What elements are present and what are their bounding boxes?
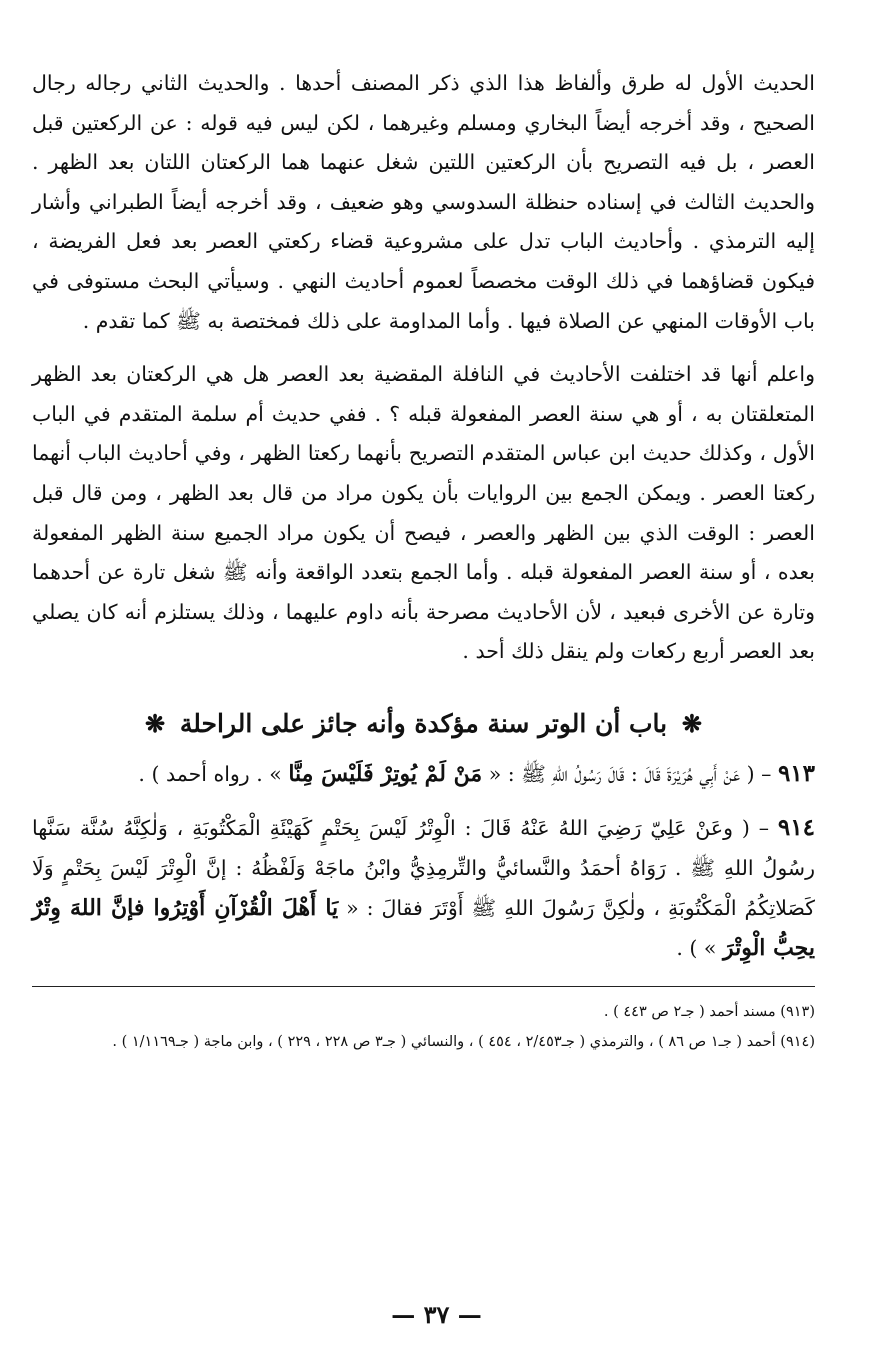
page-number: — ٣٧ —	[391, 1300, 482, 1329]
hadith-number: ٩١٣	[777, 759, 815, 787]
hadith-outro: » . رواه أحمد ) .	[138, 761, 289, 786]
commentary-paragraph-2: واعلم أنها قد اختلفت الأحاديث في النافلة المقضية بعد العصر هل هي الركعتان بعد الظهر المتعلقتان به ، أو هي سنة العصر المفعولة قبله ؟ . ففي حديث أم سلمة المتقدم في الباب الأول ، وكذلك حديث ابن عباس المتقدم التصريح بأنهما ركعتا الظهر ، وفي أحاديث الباب أنهما ركعتا العصر . ويمكن الجمع بين الروايات بأن يكون مراد من قال بعد الظهر ، ومن قال قبل العصر : الوقت الذي بين الظهر والعصر ، فيصح أن يكون مراد الجميع سنة الظهر المفعولة بعده ، أو سنة العصر المفعولة قبله . وأما الجمع بتعدد الواقعة وأنه ﷺ شغل تارة عن أحدهما وتارة عن الأخرى فبعيد ، لأن الأحاديث مصرحة بأنه داوم عليهما ، وذلك يستلزم أنه كان يصلي بعد العصر أربع ركعات ولم ينقل ذلك أحد .	[32, 362, 815, 664]
footnote-divider	[32, 986, 815, 987]
hadith-quote: مَنْ لَمْ يُوتِرْ فَلَيْسَ مِنَّا	[288, 760, 483, 787]
ornament-icon: ❋	[681, 708, 702, 738]
hadith-quote: يَا أَهْلَ الْقُرْآنِ أَوْتِرُوا فإنَّ اللهَ وِتْرٌ يحِبُّ الْوِتْرَ	[32, 894, 815, 961]
page-content	[32, 64, 815, 1372]
hadith-number: ٩١٤	[777, 813, 815, 841]
chapter-heading	[32, 706, 815, 742]
hadith-913	[32, 754, 815, 794]
chapter-title: باب أن الوتر سنة مؤكدة وأنه جائز على الراحلة	[179, 708, 668, 738]
ornament-icon: ❋	[145, 708, 166, 738]
hadith-outro: » ) .	[676, 935, 723, 960]
footnote-913: (٩١٣) مسند أحمد ( جـ٢ ص ٤٤٣ ) .	[603, 1003, 815, 1020]
commentary-paragraph-1: الحديث الأول له طرق وألفاظ هذا الذي ذكر المصنف أحدها . والحديث الثاني رجاله رجال الصحيح ، وقد أخرجه أيضاً البخاري ومسلم وغيرهما ، لكن ليس فيه قوله : عن الركعتين قبل العصر ، بل فيه التصريح بأن الركعتين اللتين شغل عنهما هما الركعتان اللتان بعد الظهر . والحديث الثالث في إسناده حنظلة السدوسي وهو ضعيف ، وقد أخرجه أيضاً الطبراني وأشار إليه الترمذي . وأحاديث الباب تدل على مشروعية قضاء ركعتي العصر بعد فعل الفريضة ، فيكون قضاؤهما في ذلك الوقت مخصصاً لعموم أحاديث النهي . وسيأتي البحث مستوفى في باب الأوقات المنهي عن الصلاة فيها . وأما المداومة على ذلك فمختصة به ﷺ كما تقدم .	[32, 71, 815, 333]
hadith-intro: – ( وعَنْ عَلِيّ رَضِيَ اللهُ عَنْهُ قَالَ : الْوِتْرُ لَيْسَ بِحَتْمٍ كَهَيْئَةِ الْمَكْتُوبَةِ ، وَلٰكِنَّهُ سُنَّة سَنَّها رسُولُ اللهِ ﷺ . رَوَاهُ أحمَدُ والنَّسائيُّ والتِّرمِذِيُّ وابْنُ ماجَهْ وَلَفْظُهُ : إنَّ الْوِتْرَ لَيْسَ بِحَتْمٍ وَلَا كَصَلاتِكُمُ الْمَكْتُوبَةِ ، ولٰكِنَّ رَسُولَ اللهِ ﷺ أَوْتَرَ فقالَ : «	[32, 815, 816, 920]
hadith-intro: – ( عَنْ أَبِي هُرَيْرَةَ قَالَ : قَالَ رَسُولُ اللهِ ﷺ : «	[482, 761, 772, 786]
footnote-914: (٩١٤) أحمد ( جـ١ ص ٨٦ ) ، والترمذي ( جـ٢/٤٥٣ ، ٤٥٤ ) ، والنسائي ( جـ٣ ص ٢٢٨ ، ٢٢٩ ) ، وابن ماجة ( جـ١/١١٦٩ ) .	[112, 1033, 815, 1050]
hadith-914	[32, 808, 815, 968]
